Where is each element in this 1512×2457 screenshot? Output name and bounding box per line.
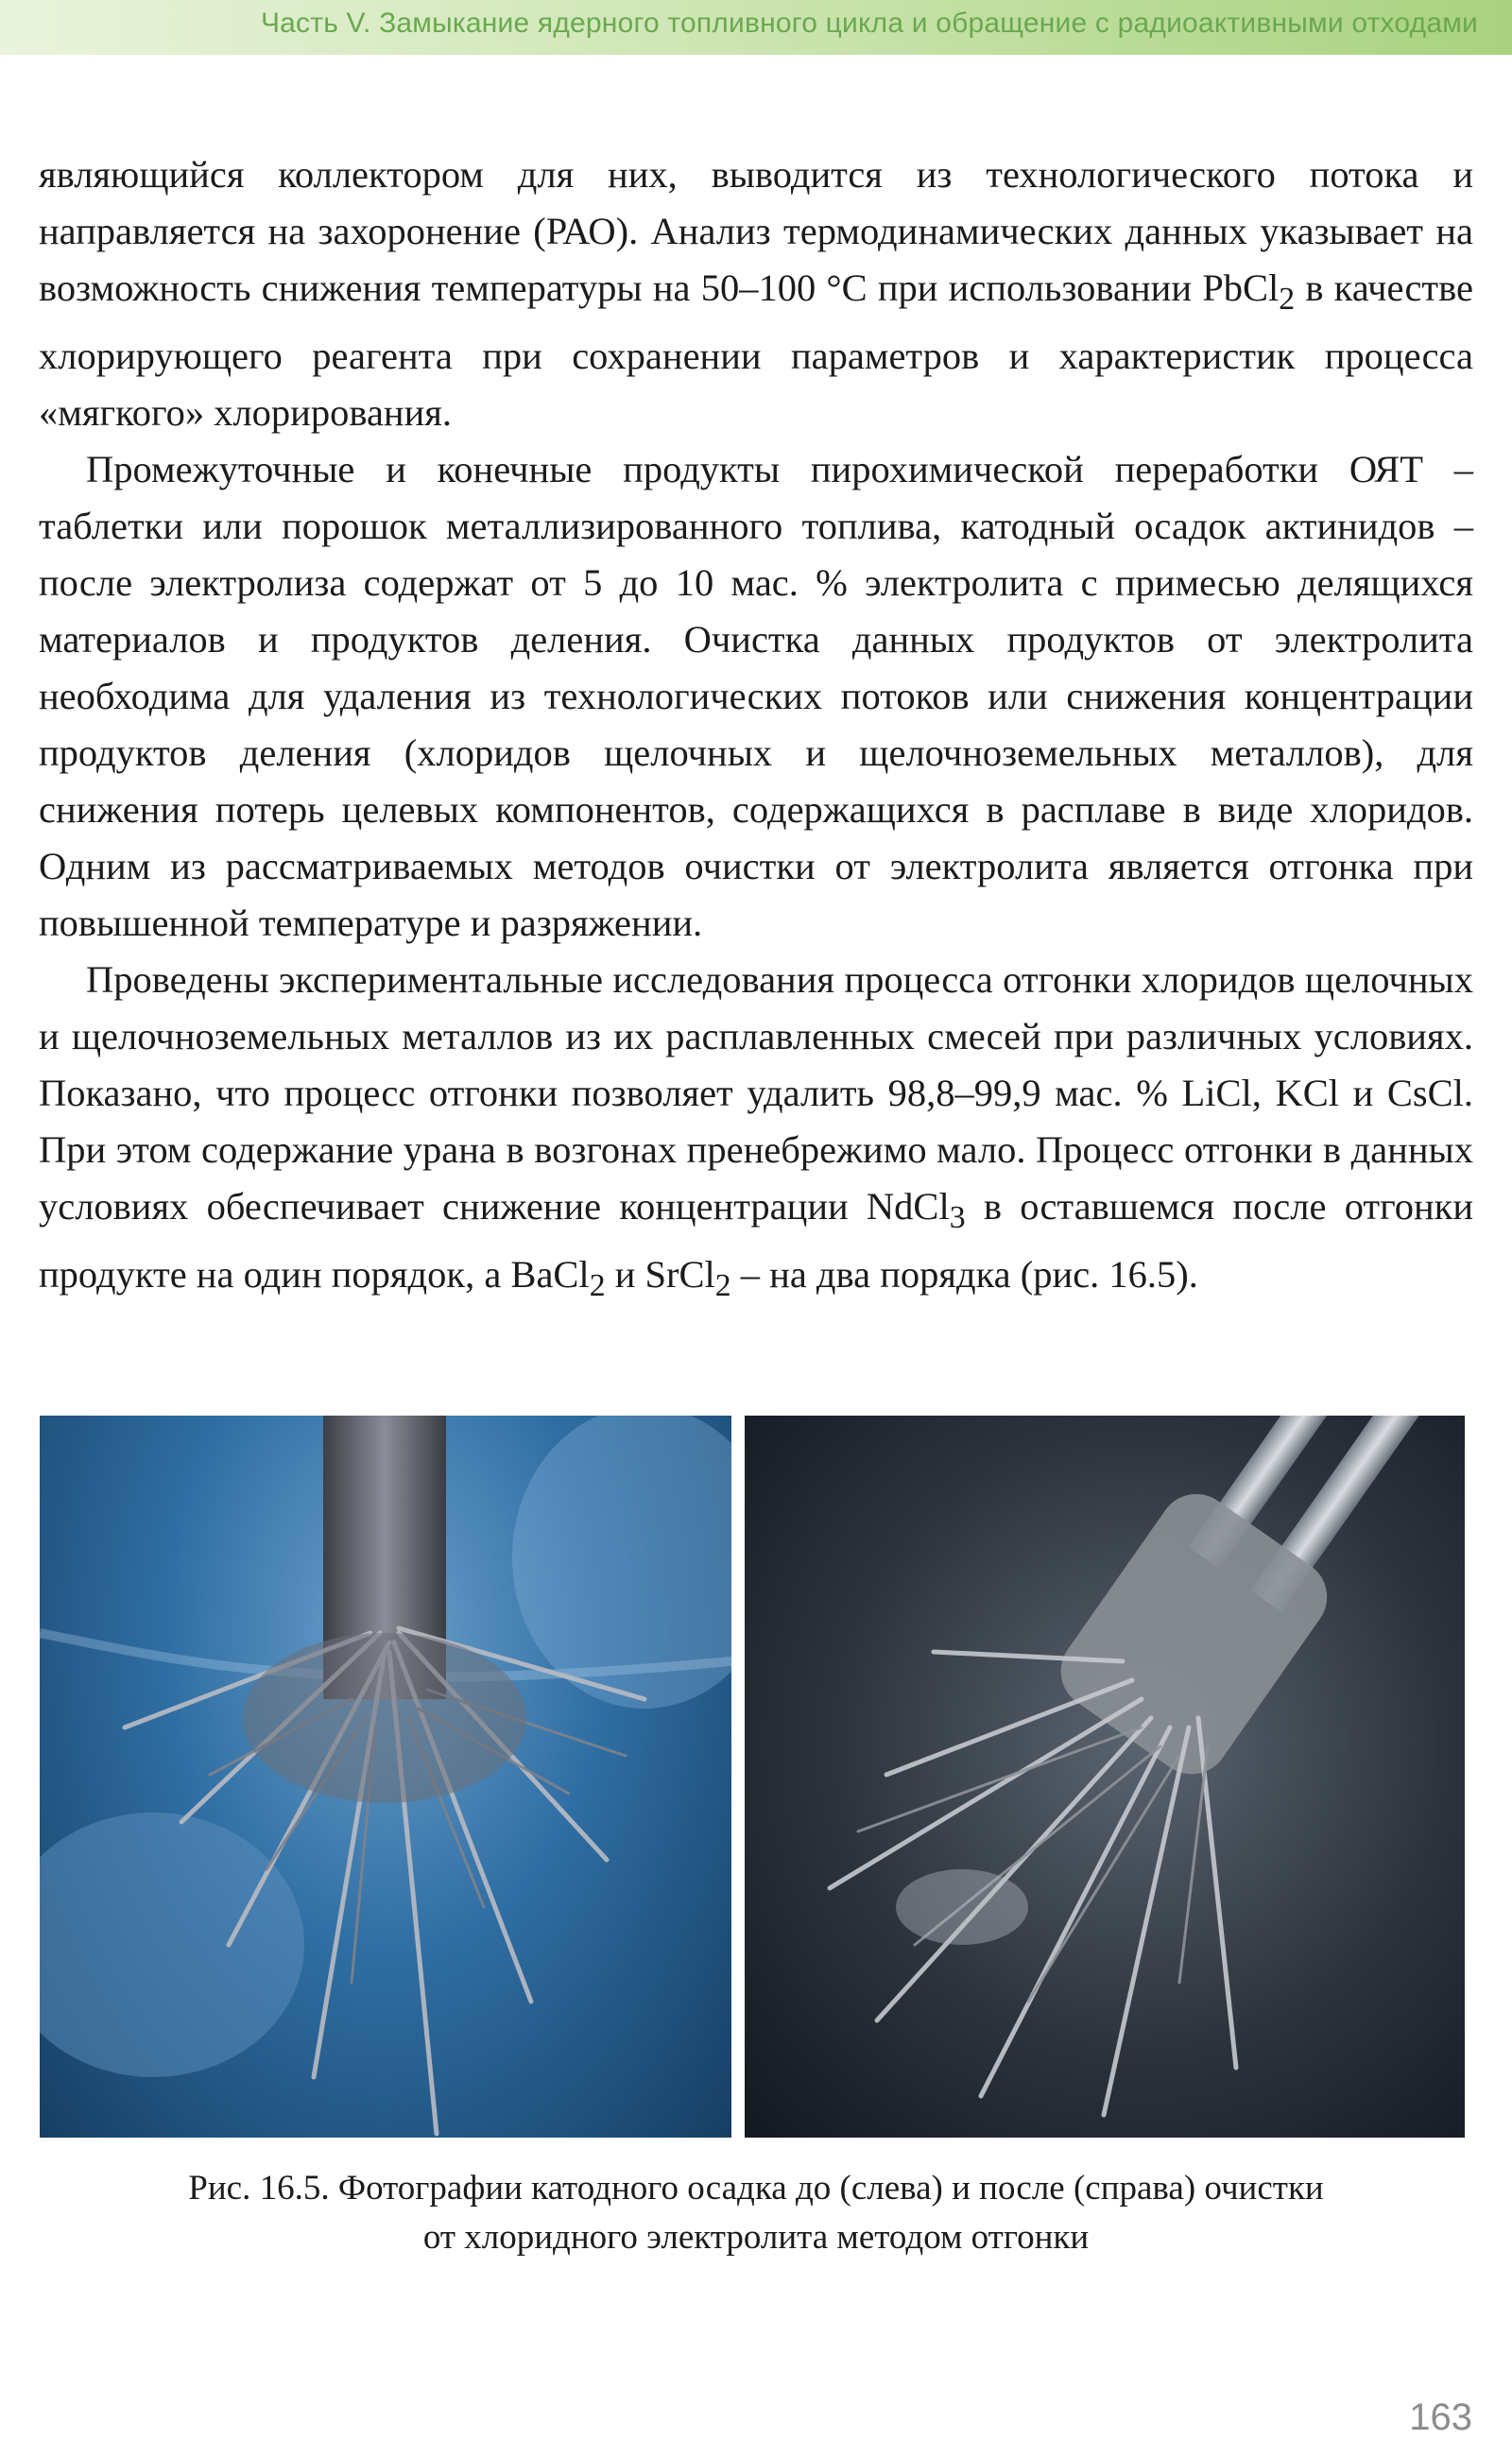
- photo-after-illustration: [745, 1416, 1465, 2138]
- figure-caption: [0, 2164, 1512, 2262]
- paragraph-3-subscript-3: 2: [714, 1268, 731, 1304]
- figure-caption-line-2: от хлоридного электролита методом отгонки: [422, 2218, 1090, 2257]
- photo-cathode-deposit-after: [745, 1416, 1465, 2138]
- paragraph-2: Промежуточные и конечные продукты пирохимической переработки ОЯТ – таблетки или порошок металлизированного топлива, катодный осадок актинидов – после электролиза содержат от 5 до 10 мас. % электролита с примесью делящихся материалов и продуктов деления. Очистка данных продуктов от электролита необходима для удаления из технологических потоков или снижения концентрации продуктов деления (хлоридов щелочных и щелочноземельных металлов), для снижения потерь целевых компонентов, содержащихся в расплаве в виде хлоридов. Одним из рассматриваемых методов очистки от электролита является отгонка при повышенной температуре и разряжении.: [39, 448, 1473, 945]
- running-header-bar: [0, 0, 1512, 55]
- paragraph-3-part-a: Проведены экспериментальные исследования процесса отгонки хлоридов щелочных и щелочноземельных металлов из их расплавленных смесей при различных условиях. Показано, что процесс отгонки позволяет удалить 98,8–99,9 мас. % LiCl, KCl и CsCl. При этом содержание урана в возгонах пренебрежимо мало. Процесс отгонки в данных условиях обеспечивает снижение концентрации NdCl: [39, 958, 1473, 1228]
- photo-before-illustration: [40, 1416, 731, 2138]
- paragraph-1-part-a: являющийся коллектором для них, выводится из технологического потока и направляется на захоронение (РАО). Анализ термодинамических данных указывает на возможность снижения температуры на 50–100 °С при использовании PbCl: [39, 153, 1473, 309]
- paragraph-3-part-d: – на два порядка (рис. 16.5).: [730, 1253, 1198, 1297]
- paragraph-3-subscript-2: 2: [589, 1268, 606, 1304]
- paragraph-3-part-c: и SrCl: [605, 1253, 715, 1297]
- paragraph-3-part-b: в оставшемся после отгонки продукте на один порядок, а BaCl: [39, 1185, 1473, 1297]
- body-text: [39, 146, 1473, 1314]
- paragraph-3-subscript-1: 3: [949, 1200, 966, 1236]
- running-header-title: Часть V. Замыкание ядерного топливного цикла и обращение с радиоактивными отходами: [260, 8, 1478, 39]
- paragraph-1-subscript: 2: [1279, 282, 1296, 318]
- page-number: 163: [1409, 2397, 1472, 2438]
- paragraph-3: [39, 952, 1473, 1314]
- photo-cathode-deposit-before: [40, 1416, 731, 2138]
- paragraph-1: [39, 146, 1473, 441]
- paragraph-1-part-b: в качестве хлорирующего реагента при сохранении параметров и характеристик процесса «мягкого» хлорирования.: [39, 266, 1473, 435]
- figure-caption-line-1: Рис. 16.5. Фотографии катодного осадка до (слева) и после (справа) очистки: [188, 2169, 1324, 2208]
